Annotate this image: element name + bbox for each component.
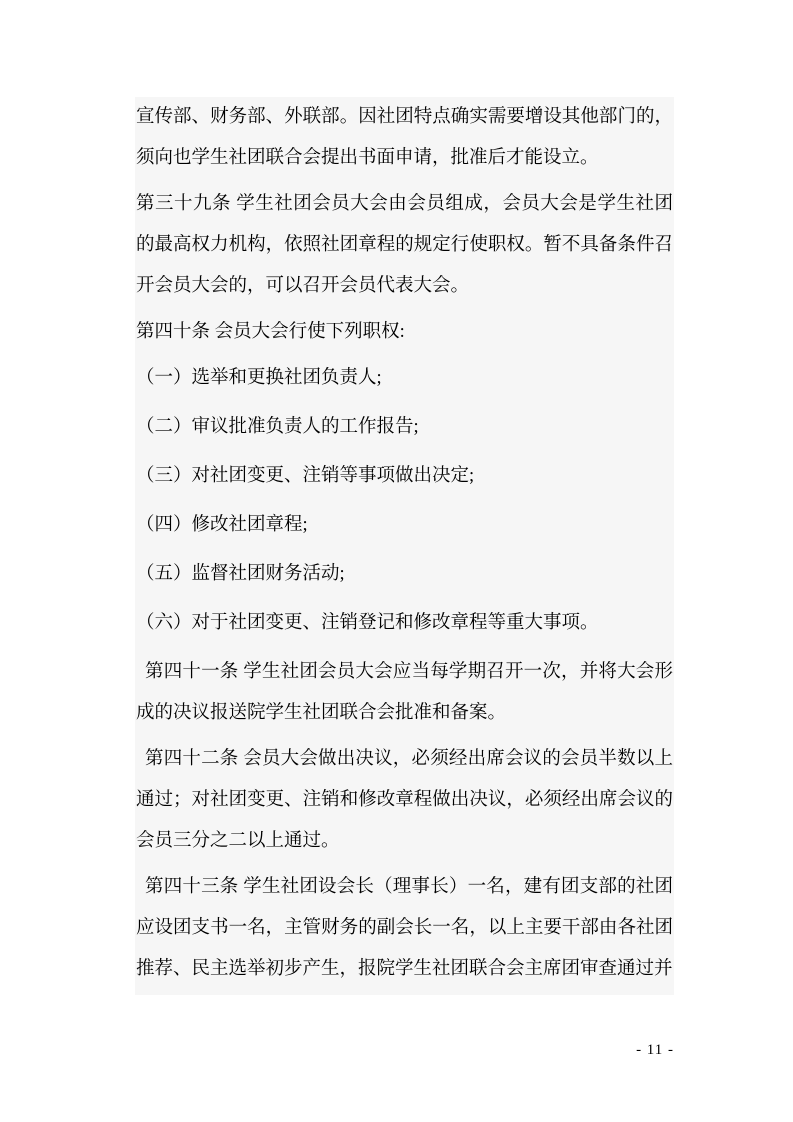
list-item-paragraph: （五）监督社团财务活动; — [136, 564, 345, 584]
text-block — [135, 97, 674, 995]
body-paragraph: 第四十一条 学生社团会员大会应当每学期召开一次，并将大会形成的决议报送院学生社团联合会批准和备案。 — [136, 662, 673, 723]
body-paragraph: 第三十九条 学生社团会员大会由会员组成，会员大会是学生社团的最高权力机构，依照社团章程的规定行使职权。暂不具备条件召开会员大会的，可以召开会员代表大会。 — [136, 194, 673, 296]
list-item-paragraph: （一）选举和更换社团负责人; — [136, 368, 382, 388]
body-paragraph: 宣传部、财务部、外联部。因社团特点确实需要增设其他部门的，须向也学生社团联合会提出书面申请，批准后才能设立。 — [136, 107, 673, 168]
list-item-paragraph: （三）对社团变更、注销等事项做出决定; — [136, 466, 475, 486]
body-paragraph: 第四十条 会员大会行使下列职权: — [136, 322, 405, 342]
page-number: - 11 - — [636, 1042, 674, 1058]
list-item-paragraph: （六）对于社团变更、注销登记和修改章程等重大事项。 — [136, 613, 599, 633]
list-item-paragraph: （四）修改社团章程; — [136, 515, 308, 535]
body-paragraph: 第四十二条 会员大会做出决议，必须经出席会议的会员半数以上通过；对社团变更、注销和修改章程做出决议，必须经出席会议的会员三分之二以上通过。 — [136, 749, 673, 851]
list-item-paragraph: （二）审议批准负责人的工作报告; — [136, 417, 419, 437]
body-paragraph: 第四十三条 学生社团设会长（理事长）一名，建有团支部的社团应设团支书一名，主管财务的副会长一名，以上主要干部由各社团推荐、民主选举初步产生，报院学生社团联合会主席团审查通过并 — [136, 877, 673, 979]
